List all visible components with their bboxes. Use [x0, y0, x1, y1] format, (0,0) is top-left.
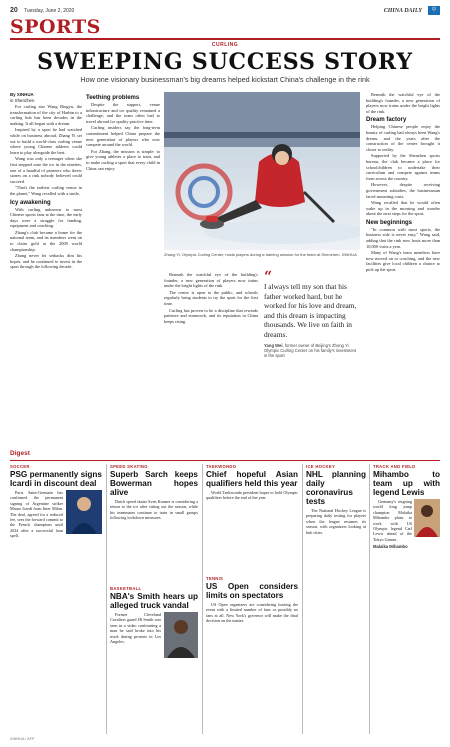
subheading: New beginnings: [366, 219, 413, 226]
quote-text: I always tell my son that his father worked hard, but he worked for his love and dream, and this dream is impacting thousands. We live on faith in dreams.: [264, 282, 357, 339]
jr-smith-photo: [164, 612, 198, 658]
quote-attribution: Yang Wei, former owner of Beijing's Zhong Yi Olympic Curling Center on his family's investment in the sport: [264, 342, 357, 358]
story-headline: NHL planning daily coronavirus tests: [306, 470, 366, 506]
publication-logo: 中: [428, 6, 440, 15]
story-body: Former Cleveland Cavaliers guard JR Smith was seen in a video confronting a man he said broke into his truck during protests in Los Angeles.: [110, 612, 161, 645]
feature-headline: SWEEPING SUCCESS STORY: [37, 49, 413, 75]
quote-title: former owner of Beijing's Zhong Yi Olympic Curling Center on his family's investment in the sport: [264, 342, 357, 358]
story-headline: PSG permanently signs Icardi in discount deal: [10, 470, 102, 488]
dateline: in Shenzhen: [10, 98, 35, 103]
feature-column-3: [164, 272, 258, 442]
section-title: SPORTS: [10, 16, 101, 38]
feature-column-2: [86, 92, 160, 442]
story-body: Dutch speed skater Sven Kramer is considering a return to the ice after sitting out the season, while his teammates continue to train in small groups following lockdown measures.: [110, 499, 198, 521]
subheading: Icy awakening: [10, 199, 51, 206]
feature-column-4: [366, 92, 440, 442]
paragraph: Despite the support, venue infrastructure and ice quality remained a challenge, and the team often had to travel abroad for quality practice time.: [86, 102, 160, 124]
paragraph: For Zhang, the mission is simple: to give young athletes a place to train, and to make curling a sport that every child in China can enjoy.: [86, 148, 160, 171]
paragraph: Helping Chinese people enjoy the beauty of curling had always been Wang's dream, and the years after the construction of the center brought it closer to reality.: [366, 124, 440, 152]
mihambo-photo: [414, 499, 440, 537]
story-body: World Taekwondo president hopes to hold Olympic qualifiers before the end of the year.: [206, 490, 298, 501]
section-rule: [10, 38, 440, 40]
player-portrait-illustration: [66, 490, 102, 534]
byline: By XINHUA: [10, 92, 34, 97]
paragraph: Zhang never let setbacks dim his hopes, and he continued to invest in the sport through the following decade.: [10, 253, 82, 270]
digest-story-track-and-field: [373, 464, 440, 734]
digest-rule: [10, 460, 440, 461]
athlete-portrait-illustration: [414, 499, 440, 537]
masthead: [10, 6, 440, 16]
subheading: Dream factory: [366, 117, 407, 124]
feature-photo: [164, 92, 360, 250]
story-tag: TENNIS: [206, 576, 224, 581]
column-divider: [369, 464, 370, 734]
digest-story-ice-hockey: [306, 464, 366, 734]
paragraph: However, despite receiving government subsidies, the businessman faced mounting costs.: [366, 182, 440, 199]
paragraph: Supported by the Shenzhen sports bureau, the club became a place for schoolchildren to undertake their curriculum and compete against teams from across the country.: [366, 153, 440, 181]
column-divider: [202, 464, 203, 734]
paragraph: For curling star Wang Bingyu, the transformation of the city of Harbin to a curling hub has been decades in the making. It all began with a dream.: [10, 104, 82, 126]
story-headline: Mihambo to team up with legend Lewis: [373, 470, 440, 497]
digest-story-basketball: [110, 586, 198, 734]
player-portrait-illustration: [164, 612, 198, 658]
story-headline: US Open considers limits on spectators: [206, 582, 298, 600]
digest-story-tennis: [206, 576, 298, 734]
publication-name: CHINA DAILY: [383, 8, 422, 14]
paragraph: Many of Wang's team members have now moved on to coaching, and the new facilities give local children a chance to pick up the sport.: [366, 250, 440, 273]
photo-caption: Zhang Yi, Olympic Curling Center, hosts players during a training session for the team at Shenzhen. XINHUA: [164, 252, 357, 257]
paragraph: With curling unknown to most Chinese sports fans at the time, the early days were a struggle for funding, equipment and coaching.: [10, 206, 82, 229]
paragraph: Beneath the watchful eye of the building's founder, a new generation of players now trains under the bright lights of the rink.: [366, 92, 440, 114]
feature-kicker: CURLING: [211, 42, 239, 48]
digest-header: [10, 450, 440, 460]
digest-story-speed-skating: [110, 464, 198, 584]
paragraph: Wang was only a teenager when she first stepped onto the ice in the nineties, one of a handful of pioneers who threw stones on a rink nobody believed could succeed.: [10, 156, 82, 184]
icardi-photo: [66, 490, 102, 534]
feature-subhead: How one visionary businessman's big dreams helped kickstart China's challenge in the rink: [80, 75, 370, 84]
story-body: Paris Saint-Germain has confirmed the permanent signing of Argentine striker Mauro Icardi from Inter Milan. The deal, agreed for a reduced fee, sees the forward commit to the French champions until 2024 after a successful loan spell.: [10, 490, 63, 539]
paragraph: The center is open to the public, and schools regularly bring students to try the sport for the first time.: [164, 289, 258, 306]
digest-story-soccer: [10, 464, 102, 734]
story-tag: TRACK AND FIELD: [373, 464, 416, 469]
story-tag: TAEKWONDO: [206, 464, 237, 469]
story-tag: BASKETBALL: [110, 586, 142, 591]
quote-name: Yang Wei: [264, 342, 283, 348]
column-divider: [106, 464, 107, 734]
digest-story-taekwondo: [206, 464, 298, 574]
paragraph: Curling has proven to be a discipline that rewards patience and teamwork, and its reputation in China keeps rising.: [164, 307, 258, 324]
page-number: 20: [10, 7, 18, 14]
paragraph: Inspired by a sport he had watched while on business abroad, Zhang Yi set out to build a world-class curling venue where young Chinese athletes could learn to play alongside the best.: [10, 127, 82, 155]
paragraph: Beneath the watchful eye of the building's founder, a new generation of players now trains under the bright lights of the rink.: [164, 272, 258, 289]
story-body: Germany's reigning world long jump champion Malaika Mihambo plans to work with US Olympic legend Carl Lewis ahead of the Tokyo Games.: [373, 499, 412, 542]
paragraph: "In common with most sports, the business side is never easy," Wang said, adding that the rink now hosts more than 10,000 visits a year.: [366, 226, 440, 249]
story-body: US Open organizers are considering hosting the event with a limited number of fans or possibly no fans at all. New York's governor will make the final decision on the matter.: [206, 602, 298, 624]
paragraph: Wang recalled that he would often wake up in the morning and wonder about the next steps for the sport.: [366, 200, 440, 217]
issue-date: Tuesday, June 2, 2020: [24, 8, 75, 14]
story-tag: ICE HOCKEY: [306, 464, 336, 469]
paragraph: Curling insiders say the long-term commitment helped China prepare the next generation of players who now compete around the world.: [86, 125, 160, 148]
digest-label: Digest: [10, 450, 30, 457]
story-tag: SPEED SKATING: [110, 464, 148, 469]
story-tag: SOCCER: [10, 464, 30, 469]
story-body: The National Hockey League is preparing daily testing for players when the league resumes its season, with organizers looking at hub cities.: [306, 508, 366, 535]
feature-column-1: [10, 92, 82, 442]
quote-mark: “: [264, 269, 273, 285]
paragraph: Zhang's club became a home for the national team, and its members went on to claim gold at the 2009 world championship.: [10, 229, 82, 252]
story-headline: NBA's Smith hears up alleged truck vandal: [110, 592, 198, 610]
subheading: Teething problems: [86, 95, 140, 101]
curling-photo-illustration: [164, 92, 360, 250]
pull-quote: [264, 269, 358, 358]
column-divider: [302, 464, 303, 734]
paragraph: "That's the earliest curling venue in the planet," Wang recalled with a smile.: [10, 185, 82, 196]
photo-name-label: Malaika Mihambo: [373, 544, 408, 550]
story-headline: Chief hopeful Asian qualifiers held this year: [206, 470, 298, 488]
story-headline: Superb Sarch keeps Bowerman hopes alive: [110, 470, 198, 497]
photo-credit-footer: XINHUA / AFP: [10, 737, 35, 741]
